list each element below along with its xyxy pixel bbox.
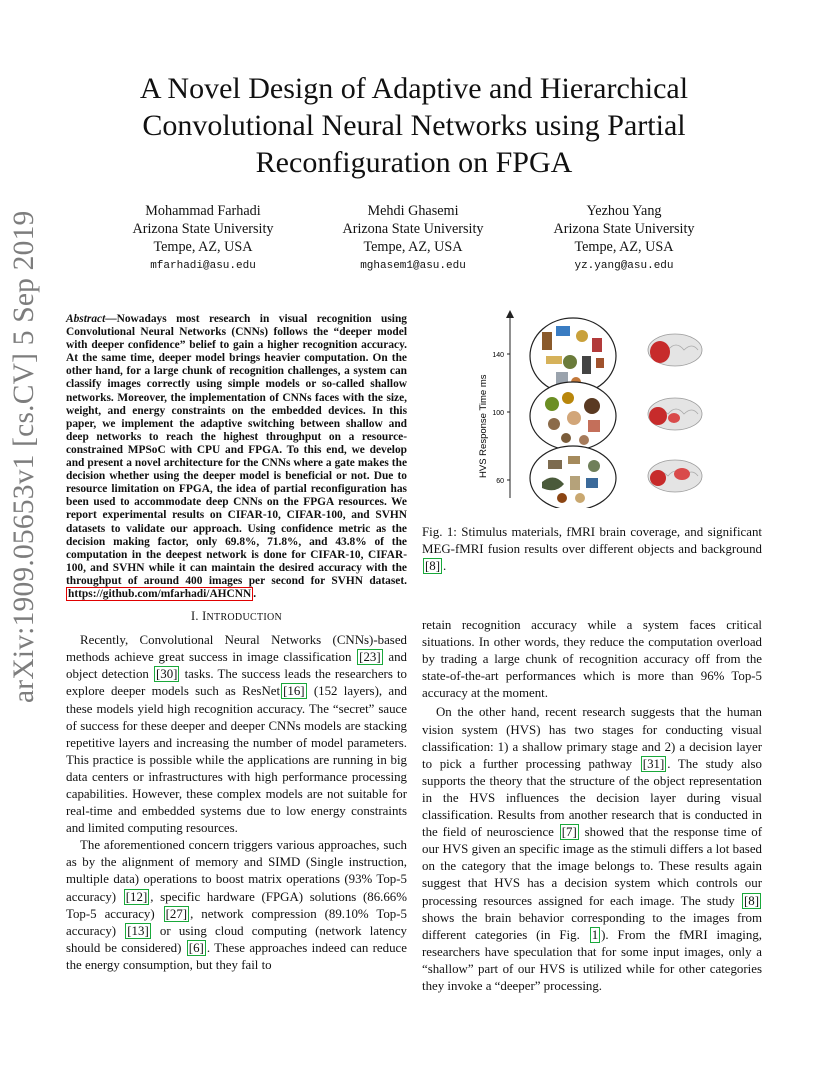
text-run: . The study also supports the theory that the structure of the object representation in the HVS influences the decision layer during visual classification. Results from another research that is conducted in the field of neuroscience [422, 756, 762, 840]
author-affiliation: Arizona State University [132, 221, 274, 237]
brain-image-bottom [648, 460, 702, 492]
citation-link[interactable]: [27] [165, 906, 188, 921]
author-name: Mohammad Farhadi [145, 203, 261, 219]
figure-1 [470, 306, 770, 508]
text-run: Fig. 1: Stimulus materials, fMRI brain coverage, and significant MEG-fMRI fusion results over different objects and background [422, 525, 762, 557]
intro-paragraph-1 [66, 632, 407, 837]
author-location: Tempe, AZ, USA [574, 239, 674, 255]
brain-image-top [648, 334, 702, 366]
left-column [66, 313, 407, 974]
text-run: showed that the response time of our HVS given an specific image as the stimuli differs a lot based on the category that the image belongs to. These results again suggest that HVS has a decision system which controls our processing resources assigned for each image. The study [422, 825, 762, 908]
text-run: , specific hardware (FPGA) solutions (86.66% Top-5 accuracy) [66, 889, 407, 921]
y-axis-arrow [506, 310, 514, 318]
y-axis-label: HVS Response Time ms [478, 374, 489, 478]
tick-label: 60 [496, 478, 504, 485]
abstract-label: Abstract [66, 313, 106, 325]
citation-link[interactable]: [6] [188, 940, 204, 955]
author-name: Yezhou Yang [586, 203, 662, 219]
text-run: On the other hand, recent research suggests that the human vision system (HVS) has two stages for conducting visual classification: 1) a shallow primary stage and 2) a decision layer to pick a further processing pathway [422, 705, 762, 771]
abstract-end: . [253, 587, 257, 600]
arxiv-stamp [4, 210, 44, 703]
figure-1-caption [422, 524, 762, 575]
abstract [66, 313, 407, 601]
section-number: I. [190, 609, 203, 624]
author-affiliation: Arizona State University [342, 221, 484, 237]
abstract-text: —Nowadays most research in visual recognition using Convolutional Neural Networks (CNNs) follows the “deeper model with deeper confidence” belief to gain a higher recognition accuracy. At the same time, deeper model brings heavier computation. On the other hand, for a large chunk of recognition challenges, a system can classify images correctly using simple models or so-called shallow networks. Moreover, the implementation of CNNs faces with the size, weight, and energy constraints on the embedded devices. In this paper, we implement the adaptive switching between shallow and deep networks to reach the highest throughput on a resource-constrained MPSoC with CPU and FPGA. To this end, we develop and present a novel architecture for the CNNs where a gate makes the decision whether using the deeper model is beneficial or not. Due to resource limitation on FPGA, the idea of partial reconfiguration has been used to accommodate deep CNNs on the FPGA resources. We report experimental results on CIFAR-10, CIFAR-100, and SVHN datasets to validate our approach. Using confidence metric as the decision making factor, only 69.8%, 71.8%, and 43.8% of the computation in the deepest network is done for CIFAR-10, CIFAR-100, and SVHN while it can maintain the desired accuracy with the throughput of around 400 images per second for SVHN dataset. [66, 313, 407, 587]
intro-paragraph-4 [422, 704, 762, 995]
section-heading-introduction [66, 608, 407, 626]
text-run: , network compression (89.10% Top-5 accuracy) [66, 906, 407, 938]
stimulus-group-middle [530, 382, 616, 450]
text-run: or using cloud computing (network latency should be considered) [66, 923, 407, 955]
text-run: Recently, Convolutional Neural Networks (CNNs)-based methods achieve great success in image classification [66, 633, 407, 665]
intro-paragraph-3: retain recognition accuracy while a system faces critical situations. In other words, they reduce the computation overload by trading a large chunk of recognition accuracy off from the state-of-the-art performances which is more than 96% Top-5 accuracy at the moment. [422, 618, 762, 701]
author-email: yz.yang@asu.edu [574, 260, 674, 272]
text-run: and object detection [66, 650, 407, 682]
author-location: Tempe, AZ, USA [153, 239, 253, 255]
text-run: (152 layers), and these models yield high recognition accuracy. The “secret” sauce of success for these deeper and deeper CNNs models are stacking repetitive layers and increasing the number of model parameters. This practice is possible while the applications are running in big data centers or infrastructures with high performance processing capabilities. However, these complex models are not suitable for real-time and embedded systems due to low energy constraints and limited computing resources. [66, 684, 408, 836]
section-rest: NTRODUCTION [206, 612, 283, 624]
citation-link[interactable]: [30] [155, 667, 178, 682]
tick-label: 100 [492, 410, 504, 417]
citation-link[interactable]: [16] [283, 684, 305, 699]
author-email: mfarhadi@asu.edu [150, 260, 256, 272]
citation-link[interactable]: [8] [743, 893, 759, 908]
text-run: ). From the fMRI imaging, researchers have speculation that for some input images, only a “shallow” part of our HVS is utilized while for other categories they invoke a “deeper” processing. [422, 927, 762, 993]
text-run: tasks. The success leads the researchers to explore deeper models such as ResNet [66, 667, 407, 699]
citation-link[interactable]: [31] [642, 756, 665, 771]
stimulus-group-bottom [530, 446, 616, 508]
text-run: . [443, 559, 447, 574]
citation-link[interactable]: [12] [125, 889, 148, 904]
figure-reference-link[interactable]: 1 [591, 927, 599, 942]
section-initial: I [202, 609, 207, 624]
citation-link[interactable]: [7] [561, 825, 577, 840]
author-block-3 [524, 202, 724, 275]
author-block-2 [313, 202, 513, 275]
author-block-1 [103, 202, 303, 275]
brain-image-middle [648, 398, 702, 430]
text-run: shows the brain behavior corresponding to the images from different categories (in Fig. [422, 910, 762, 942]
author-location: Tempe, AZ, USA [363, 239, 463, 255]
author-name: Mehdi Ghasemi [367, 203, 459, 219]
paper-title: A Novel Design of Adaptive and Hierarchical Convolutional Neural Networks using Partial Reconfiguration on FPGA [139, 72, 689, 179]
right-column [422, 617, 762, 995]
text-run: The aforementioned concern triggers various approaches, such as by the alignment of memory and SIMD (Single instruction, multiple data) operations to boost matrix operations (93% Top-5 accuracy) [66, 838, 407, 904]
tick-label: 140 [492, 352, 504, 359]
author-email: mghasem1@asu.edu [360, 260, 466, 272]
author-affiliation: Arizona State University [553, 221, 695, 237]
citation-link[interactable]: [23] [359, 650, 381, 665]
citation-link[interactable]: [13] [127, 923, 149, 938]
github-link[interactable]: https://github.com/mfarhadi/AHCNN [68, 587, 252, 600]
citation-link[interactable]: [8] [425, 559, 441, 574]
intro-paragraph-2 [66, 837, 407, 974]
arxiv-stamp-text: arXiv:1909.05653v1 [cs.CV] 5 Sep 2019 [8, 210, 40, 703]
text-run: . These approaches indeed can reduce the energy consumption, but they fail to [66, 940, 407, 972]
